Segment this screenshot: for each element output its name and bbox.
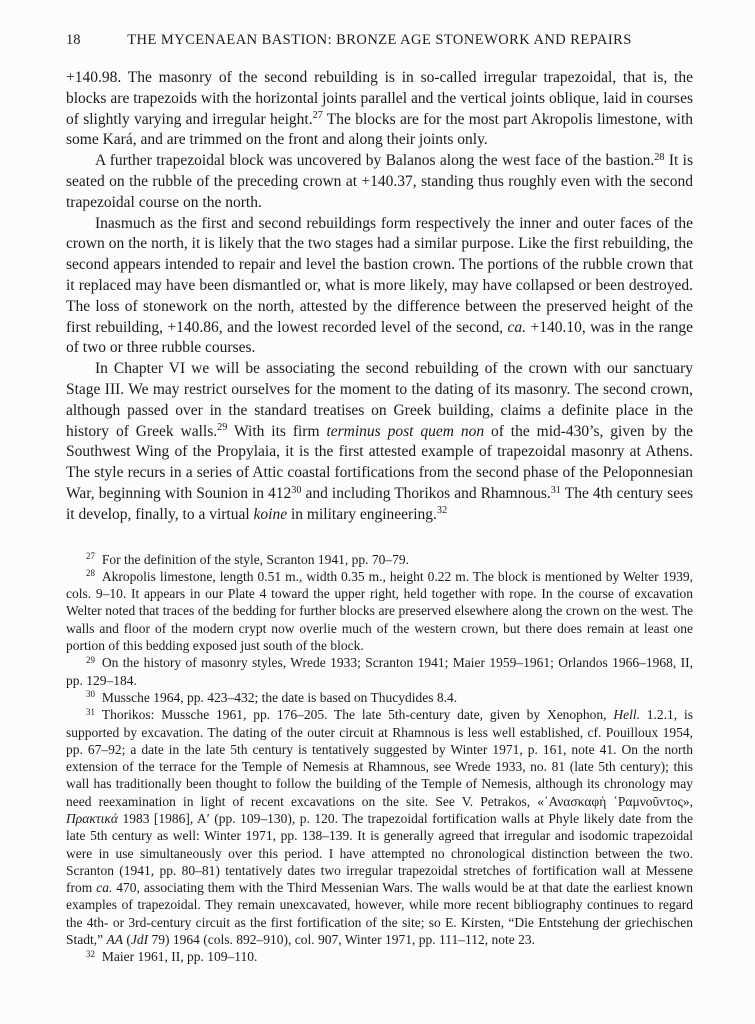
page-number: 18	[66, 32, 81, 48]
italic-text: AA	[106, 932, 123, 948]
body-paragraphs	[66, 68, 693, 526]
footnote	[66, 689, 693, 706]
footnote-number: 29	[86, 654, 95, 665]
running-title: THE MYCENAEAN BASTION: BRONZE AGE STONEWORK AND REPAIRS	[127, 32, 632, 48]
text-run: 79) 1964 (cols. 892–910), col. 907, Winter 1971, pp. 111–112, note 23.	[148, 932, 536, 948]
text-run: Akropolis limestone, length 0.51 m., width 0.35 m., height 0.22 m. The block is mentioned by Welter 1939, cols. 9–10. It appears in our Plate 4 toward the upper right, held together with rope. In the course of excavation Welter noted that traces of the bedding for further blocks are preserved elsewhere along the crown on the west. The walls and floor of the modern crypt now overlie much of the western crown, but there does remain at least one portion of this bedding exposed just south of the block.	[66, 568, 693, 654]
italic-text: terminus post quem non	[326, 422, 485, 440]
footnote-ref: 32	[436, 505, 448, 517]
text-run: For the definition of the style, Scranton 1941, pp. 70–79.	[101, 551, 409, 567]
footnote-ref: 28	[654, 151, 665, 163]
italic-text: koine	[253, 505, 288, 523]
text-run: With its firm	[227, 422, 327, 440]
footnote-number: 31	[86, 706, 95, 717]
footnote-number: 30	[86, 689, 95, 700]
footnote-number: 32	[86, 948, 95, 959]
footnote	[66, 551, 693, 568]
text-run: 470, associating them with the Third Messenian Wars. The walls would be at that date the earliest known examples of trapezoidal. They remain unexcavated, however, while more recent bibliography continues to regard the 4th- or 3rd-century circuit as the first fortification of the site; so E. Kirsten, “Die Entstehung der griechischen Stadt,”	[66, 880, 693, 948]
page-header	[66, 31, 693, 49]
footnote-ref: 27	[312, 110, 323, 122]
text-run: A further trapezoidal block was uncovered by Balanos along the west face of the bastion.	[95, 152, 655, 170]
text-run: in military engineering.	[287, 505, 437, 523]
text-run: It is seated on the rubble of the preceding crown at +140.37, standing thus roughly even with the second trapezoidal course on the north.	[66, 152, 693, 211]
footnote-number: 28	[86, 568, 95, 579]
text-run: +140.10, was in the range of two or three rubble courses.	[66, 318, 693, 357]
footnote-ref: 30	[291, 484, 302, 496]
text-run: Inasmuch as the first and second rebuildings form respectively the inner and outer faces of the crown on the north, it is likely that the two stages had a similar purpose. Like the first rebuilding, the second appears intended to repair and level the bastion crown. The portions of the rubble crown that it replaced may have been dismantled or, what is more likely, may have collapsed or been destroyed. The loss of stonework on the north, attested by the difference between the preserved height of the first rebuilding, +140.86, and the lowest recorded level of the second,	[66, 214, 693, 336]
footnote-ref: 31	[550, 484, 561, 496]
text-run: (	[123, 932, 131, 948]
text-run: of the mid-430’s, given by the Southwest Wing of the Propylaia, it is the first attested example of trapezoidal masonry at Athens. The style recurs in a series of Attic coastal fortifications from the second phase of the Peloponnesian War, beginning with Sounion in 412	[66, 422, 693, 502]
footnotes	[66, 551, 693, 966]
italic-text: ca.	[96, 880, 113, 896]
italic-text: Πρακτικά	[66, 810, 118, 826]
footnote	[66, 948, 693, 965]
text-run: 1983 [1986], Α′ (pp. 109–130), p. 120. The trapezoidal fortification walls at Phyle likely date from the late 5th century as well: Winter 1971, pp. 138–139. It is generally agreed that irregular and isodomic trapezoidal were in use simultaneously over this period. I have attempted no chronological distinction between the two. Scranton (1941, pp. 80–81) tentatively dates two irregular trapezoidal stretches of fortification wall at Messene from	[66, 810, 693, 896]
footnote-number: 27	[86, 550, 95, 561]
text-run: +140.98. The masonry of the second rebuilding is in so-called irregular trapezoidal, that is, the blocks are trapezoids with the horizontal joints parallel and the vertical joints oblique, laid in courses of slightly varying and irregular height.	[66, 69, 693, 128]
paragraph	[66, 214, 693, 360]
text-run: Thorikos: Mussche 1961, pp. 176–205. The late 5th-century date, given by Xenophon,	[101, 707, 614, 723]
text-run: 1.2.1, is supported by excavation. The dating of the outer circuit at Rhamnous is less well established, cf. Pouilloux 1954, pp. 67–92; a date in the late 5th century is tentatively suggested by Winter 1971, p. 161, note 41. On the north extension of the terrace for the Temple of Nemesis at Rhamnous, see Wrede 1933, no. 81 (late 5th century); this wall has traditionally been thought to follow the building of the Temple of Nemesis, although its chronology may need reexamination in light of recent excavations on the site. See V. Petrakos, «᾿Ανασκαφὴ ῾Ραμνοῦντος»,	[66, 707, 693, 809]
footnote-ref: 29	[217, 422, 228, 434]
footnote	[66, 706, 693, 948]
text-run: The 4th century sees it develop, finally, to a virtual	[66, 484, 693, 523]
text-run: On the history of masonry styles, Wrede 1933; Scranton 1941; Maier 1959–1961; Orlandos 1966–1968, II, pp. 129–184.	[66, 655, 693, 688]
paragraph	[66, 68, 693, 151]
italic-text: ca.	[507, 318, 527, 336]
paragraph	[66, 359, 693, 525]
text-run: Mussche 1964, pp. 423–432; the date is based on Thucydides 8.4.	[101, 689, 458, 705]
footnote	[66, 654, 693, 689]
text-run: Maier 1961, II, pp. 109–110.	[101, 949, 258, 965]
paragraph	[66, 151, 693, 213]
italic-text: JdI	[130, 932, 149, 948]
page-content	[66, 31, 693, 966]
text-run: The blocks are for the most part Akropolis limestone, with some Kará, and are trimmed on the front and along their joints only.	[66, 110, 693, 149]
text-run: In Chapter VI we will be associating the second rebuilding of the crown with our sanctuary Stage III. We may restrict ourselves for the moment to the dating of its masonry. The second crown, although passed over in the standard treatises on Greek building, claims a definite place in the history of Greek walls.	[66, 360, 693, 440]
italic-text: Hell.	[613, 707, 640, 723]
footnote	[66, 568, 693, 654]
text-run: and including Thorikos and Rhamnous.	[301, 484, 551, 502]
